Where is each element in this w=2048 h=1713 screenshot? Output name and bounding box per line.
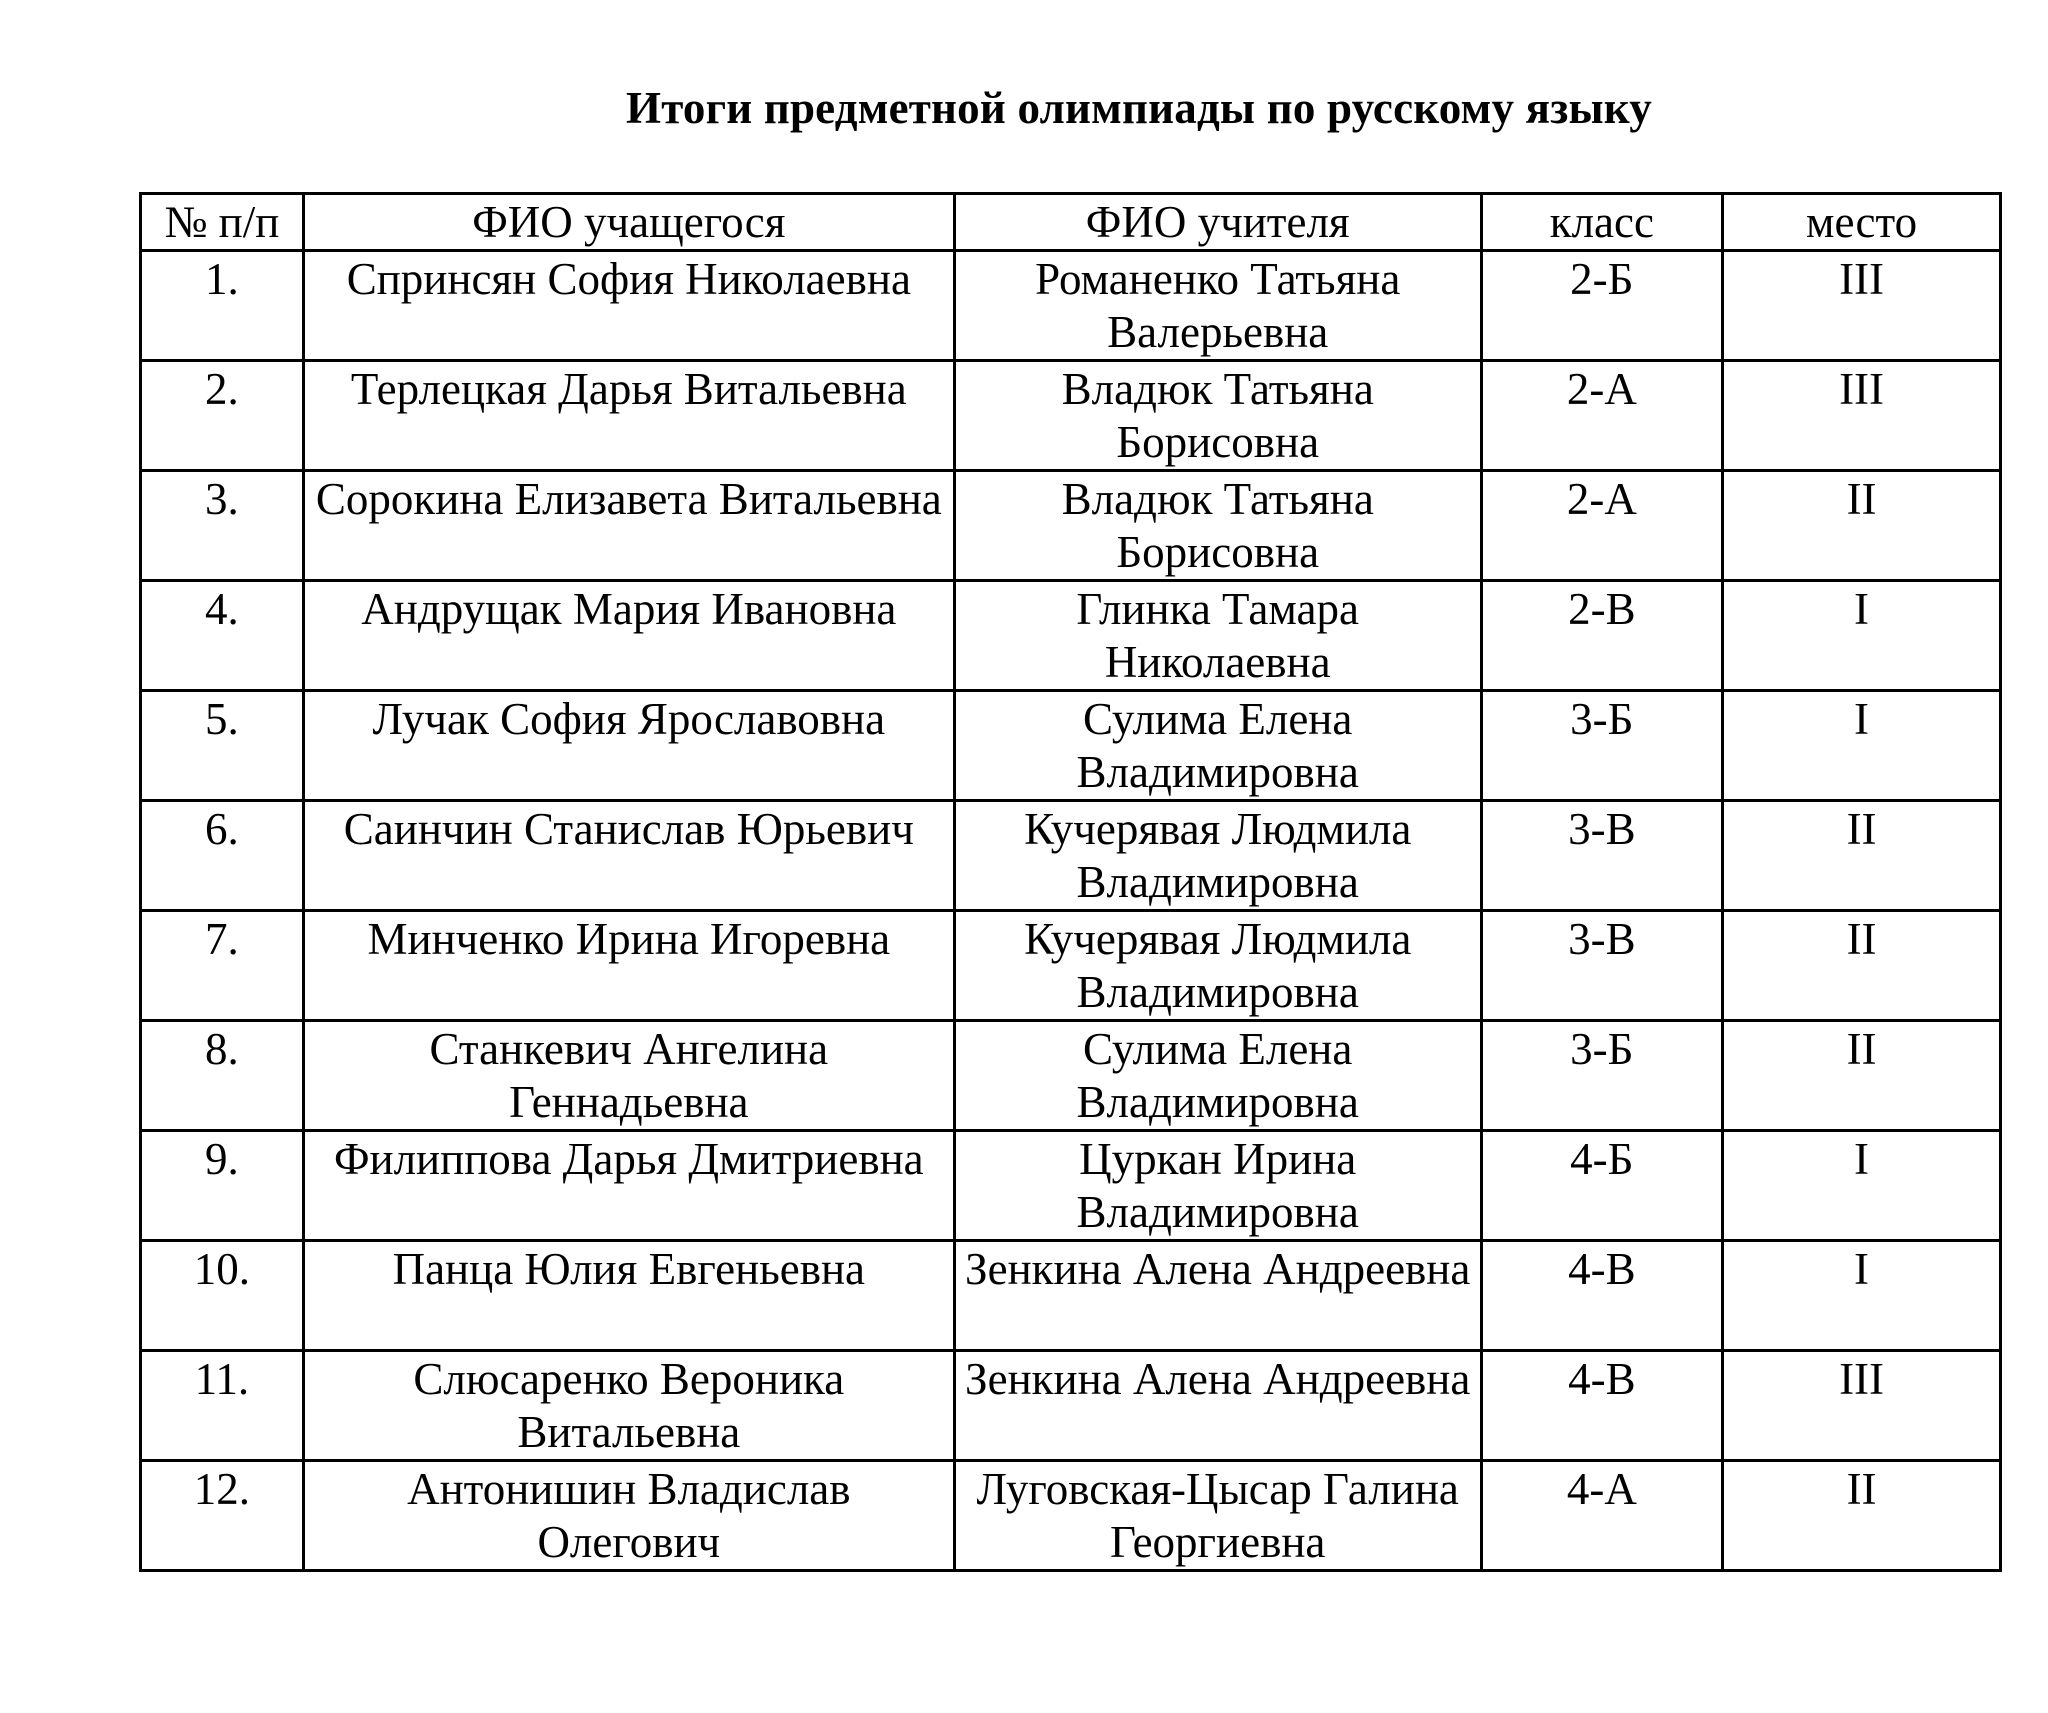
row-number: 9. <box>141 1131 304 1241</box>
row-number: 2. <box>141 361 304 471</box>
table-row <box>141 801 2001 911</box>
table-row <box>141 1131 2001 1241</box>
teacher-name: Владюк Татьяна Борисовна <box>954 361 1481 471</box>
table-row <box>141 691 2001 801</box>
teacher-name: Кучерявая Людмила Владимировна <box>954 911 1481 1021</box>
table-row <box>141 1021 2001 1131</box>
pupil-name: Филиппова Дарья Дмитриевна <box>303 1131 954 1241</box>
row-number: 3. <box>141 471 304 581</box>
teacher-name: Цуркан Ирина Владимировна <box>954 1131 1481 1241</box>
pupil-name: Сорокина Елизавета Витальевна <box>303 471 954 581</box>
place-cell: II <box>1723 1461 2001 1571</box>
pupil-name: Терлецкая Дарья Витальевна <box>303 361 954 471</box>
class-cell: 2-В <box>1481 581 1723 691</box>
table-row <box>141 581 2001 691</box>
table-row <box>141 251 2001 361</box>
table-row <box>141 1351 2001 1461</box>
header-pupil-name: ФИО учащегося <box>303 194 954 251</box>
header-number: № п/п <box>141 194 304 251</box>
class-cell: 4-В <box>1481 1241 1723 1351</box>
teacher-name: Сулима Елена Владимировна <box>954 1021 1481 1131</box>
class-cell: 4-А <box>1481 1461 1723 1571</box>
row-number: 11. <box>141 1351 304 1461</box>
class-cell: 2-А <box>1481 361 1723 471</box>
teacher-name: Зенкина Алена Андреевна <box>954 1241 1481 1351</box>
row-number: 5. <box>141 691 304 801</box>
header-place: место <box>1723 194 2001 251</box>
teacher-name: Владюк Татьяна Борисовна <box>954 471 1481 581</box>
pupil-name: Спринсян София Николаевна <box>303 251 954 361</box>
place-cell: I <box>1723 581 2001 691</box>
header-teacher-name: ФИО учителя <box>954 194 1481 251</box>
class-cell: 3-Б <box>1481 691 1723 801</box>
place-cell: II <box>1723 801 2001 911</box>
place-cell: I <box>1723 691 2001 801</box>
teacher-name: Романенко Татьяна Валерьевна <box>954 251 1481 361</box>
pupil-name: Лучак София Ярославовна <box>303 691 954 801</box>
results-table <box>139 192 2002 1572</box>
place-cell: II <box>1723 911 2001 1021</box>
class-cell: 2-Б <box>1481 251 1723 361</box>
row-number: 8. <box>141 1021 304 1131</box>
teacher-name: Кучерявая Людмила Владимировна <box>954 801 1481 911</box>
table-row <box>141 1461 2001 1571</box>
teacher-name: Луговская-Цысар Галина Георгиевна <box>954 1461 1481 1571</box>
place-cell: II <box>1723 471 2001 581</box>
place-cell: III <box>1723 361 2001 471</box>
table-row <box>141 911 2001 1021</box>
class-cell: 3-В <box>1481 911 1723 1021</box>
table-row <box>141 1241 2001 1351</box>
class-cell: 3-В <box>1481 801 1723 911</box>
header-class: класс <box>1481 194 1723 251</box>
table-row <box>141 471 2001 581</box>
pupil-name: Саинчин Станислав Юрьевич <box>303 801 954 911</box>
place-cell: II <box>1723 1021 2001 1131</box>
class-cell: 3-Б <box>1481 1021 1723 1131</box>
row-number: 6. <box>141 801 304 911</box>
pupil-name: Андрущак Мария Ивановна <box>303 581 954 691</box>
place-cell: I <box>1723 1241 2001 1351</box>
page-title: Итоги предметной олимпиады по русскому языку <box>626 83 1653 133</box>
row-number: 10. <box>141 1241 304 1351</box>
row-number: 1. <box>141 251 304 361</box>
place-cell: III <box>1723 1351 2001 1461</box>
class-cell: 4-Б <box>1481 1131 1723 1241</box>
place-cell: I <box>1723 1131 2001 1241</box>
table-header-row <box>141 194 2001 251</box>
class-cell: 2-А <box>1481 471 1723 581</box>
teacher-name: Зенкина Алена Андреевна <box>954 1351 1481 1461</box>
pupil-name: Станкевич Ангелина Геннадьевна <box>303 1021 954 1131</box>
pupil-name: Антонишин Владислав Олегович <box>303 1461 954 1571</box>
teacher-name: Глинка Тамара Николаевна <box>954 581 1481 691</box>
teacher-name: Сулима Елена Владимировна <box>954 691 1481 801</box>
table-row <box>141 361 2001 471</box>
row-number: 4. <box>141 581 304 691</box>
pupil-name: Минченко Ирина Игоревна <box>303 911 954 1021</box>
pupil-name: Слюсаренко Вероника Витальевна <box>303 1351 954 1461</box>
row-number: 7. <box>141 911 304 1021</box>
class-cell: 4-В <box>1481 1351 1723 1461</box>
pupil-name: Панца Юлия Евгеньевна <box>303 1241 954 1351</box>
place-cell: III <box>1723 251 2001 361</box>
row-number: 12. <box>141 1461 304 1571</box>
